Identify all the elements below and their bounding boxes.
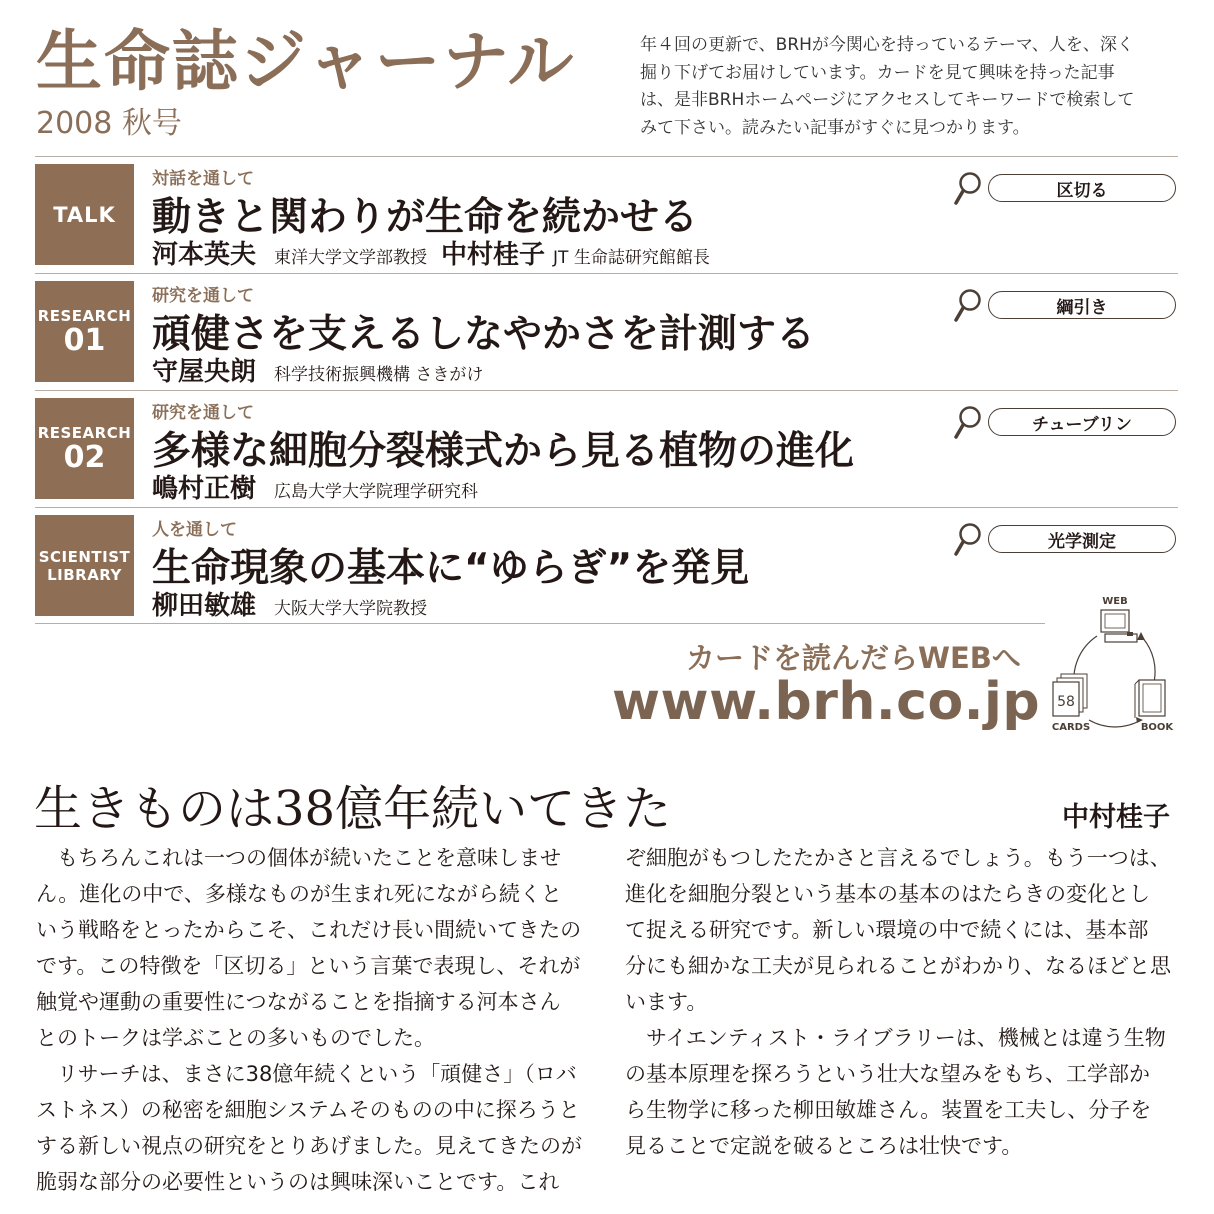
essay-line: する新しい視点の研究をとりあげました。見えてきたのが	[36, 1134, 582, 1158]
article-byline	[152, 585, 441, 622]
essay-title: 生きものは38億年続いてきた	[34, 781, 672, 837]
intro-line: は、是非BRHホームページにアクセスしてキーワードで検索して	[640, 90, 1135, 110]
person-name: 守屋央朗	[152, 357, 257, 387]
badge-research-01	[35, 281, 134, 382]
magnifier-icon	[953, 404, 983, 440]
essay-line: もちろんこれは一つの個体が続いたことを意味しませ	[36, 846, 561, 870]
article-kicker: 人を通して	[152, 520, 237, 540]
badge-number: 01	[63, 322, 106, 358]
article-headline[interactable]: 動きと関わりが生命を続かせる	[152, 195, 699, 240]
journal-issue: 2008 秋号	[36, 106, 182, 141]
badge-label: RESEARCH	[37, 306, 132, 325]
cards-number: 58	[1057, 694, 1075, 710]
person-affiliation: 東洋大学文学部教授	[274, 248, 428, 268]
article-headline[interactable]: 頑健さを支えるしなやかさを計測する	[152, 312, 816, 357]
article-byline	[152, 234, 724, 271]
essay-line: 分にも細かな工夫が見られることがわかり、なるほどと思	[625, 954, 1171, 978]
essay-line: とのトークは学ぶことの多いものでした。	[36, 1026, 435, 1050]
essay-line: いう戦略をとったからこそ、これだけ長い間続いてきたの	[36, 918, 582, 942]
badge-label: SCIENTIST	[38, 547, 131, 566]
magnifier-icon	[953, 287, 983, 323]
article-byline	[152, 351, 497, 388]
badge-talk	[35, 164, 134, 265]
person-affiliation: 広島大学大学院理学研究科	[274, 482, 479, 502]
intro-line: みて下さい。読みたい記事がすぐに見つかります。	[640, 117, 1030, 138]
essay-column-left	[36, 840, 596, 1200]
essay-column-right	[625, 840, 1185, 1164]
essay-line: です。この特徴を「区切る」という言葉で表現し、それが	[36, 954, 581, 978]
badge-label: LIBRARY	[47, 565, 122, 584]
person-name: 中村桂子	[441, 240, 546, 270]
person-affiliation: JT 生命誌研究館館長	[553, 248, 710, 268]
essay-line: います。	[625, 990, 708, 1014]
article-kicker: 対話を通して	[152, 169, 254, 189]
divider	[35, 623, 1045, 624]
book-label: BOOK	[1140, 722, 1174, 733]
essay-line: サイエンティスト・ライブラリーは、機械とは違う生物	[625, 1026, 1166, 1050]
person-affiliation: 科学技術振興機構 さきがけ	[274, 365, 484, 385]
badge-scientist-library	[35, 515, 134, 616]
badge-research-02	[35, 398, 134, 499]
essay-line: リサーチは、まさに38億年続くという「頑健さ」（ロバ	[36, 1062, 577, 1086]
divider	[35, 390, 1178, 391]
divider	[35, 507, 1178, 508]
website-link[interactable]: www.brh.co.jp	[612, 672, 1041, 732]
essay-line: ぞ細胞がもつしたたかさと言えるでしょう。もう一つは、	[625, 846, 1171, 870]
article-byline	[152, 468, 492, 505]
person-name: 河本英夫	[152, 240, 257, 270]
keyword-search-button[interactable]: 区切る	[988, 174, 1176, 202]
essay-line: 進化を細胞分裂という基本の基本のはたらきの変化とし	[625, 882, 1150, 906]
divider	[35, 273, 1178, 274]
person-name: 柳田敏雄	[152, 591, 257, 621]
magnifier-icon	[953, 170, 983, 206]
essay-line: ら生物学に移った柳田敏雄さん。装置を工夫し、分子を	[625, 1098, 1152, 1122]
essay-line: 見ることで定説を破るところは壮快です。	[625, 1134, 1023, 1158]
badge-label: TALK	[53, 202, 116, 227]
person-name: 嶋村正樹	[152, 474, 257, 504]
person-affiliation: 大阪大学大学院教授	[274, 599, 428, 619]
badge-label: RESEARCH	[37, 423, 132, 442]
essay-line: ストネス）の秘密を細胞システムそのものの中に探ろうと	[36, 1098, 580, 1122]
essay-line: の基本原理を探ろうという壮大な望みをもち、工学部か	[625, 1062, 1150, 1086]
keyword-search-button[interactable]: チューブリン	[988, 408, 1176, 436]
cards-label: CARDS	[1051, 722, 1091, 733]
essay-line: て捉える研究です。新しい環境の中で続くには、基本部	[625, 918, 1149, 942]
essay-line: ん。進化の中で、多様なものが生まれ死にながら続くと	[36, 882, 562, 906]
intro-line: 掘り下げてお届けしています。カードを見て興味を持った記事	[640, 62, 1115, 83]
web-cards-book-cycle-diagram	[1045, 594, 1185, 734]
badge-number: 02	[63, 439, 106, 475]
magnifier-icon	[953, 521, 983, 557]
article-headline[interactable]: 多様な細胞分裂様式から見る植物の進化	[152, 429, 855, 474]
article-kicker: 研究を通して	[152, 286, 254, 306]
article-headline[interactable]: 生命現象の基本に“ゆらぎ”を発見	[152, 546, 750, 591]
essay-line: 触覚や運動の重要性につながることを指摘する河本さん	[36, 990, 561, 1014]
keyword-search-button[interactable]: 綱引き	[988, 291, 1176, 319]
essay-author: 中村桂子	[1062, 802, 1170, 833]
web-label: WEB	[1102, 596, 1128, 607]
web-call-to-action: カードを読んだらWEBへ	[686, 641, 1021, 675]
intro-text	[640, 32, 1185, 142]
keyword-search-button[interactable]: 光学測定	[988, 525, 1176, 553]
journal-title: 生命誌ジャーナル	[36, 23, 576, 100]
essay-line: 脆弱な部分の必要性というのは興味深いことです。これ	[36, 1170, 560, 1194]
divider	[35, 156, 1178, 157]
intro-line: 年４回の更新で、BRHが今関心を持っているテーマ、人を、深く	[640, 35, 1134, 55]
article-kicker: 研究を通して	[152, 403, 254, 423]
